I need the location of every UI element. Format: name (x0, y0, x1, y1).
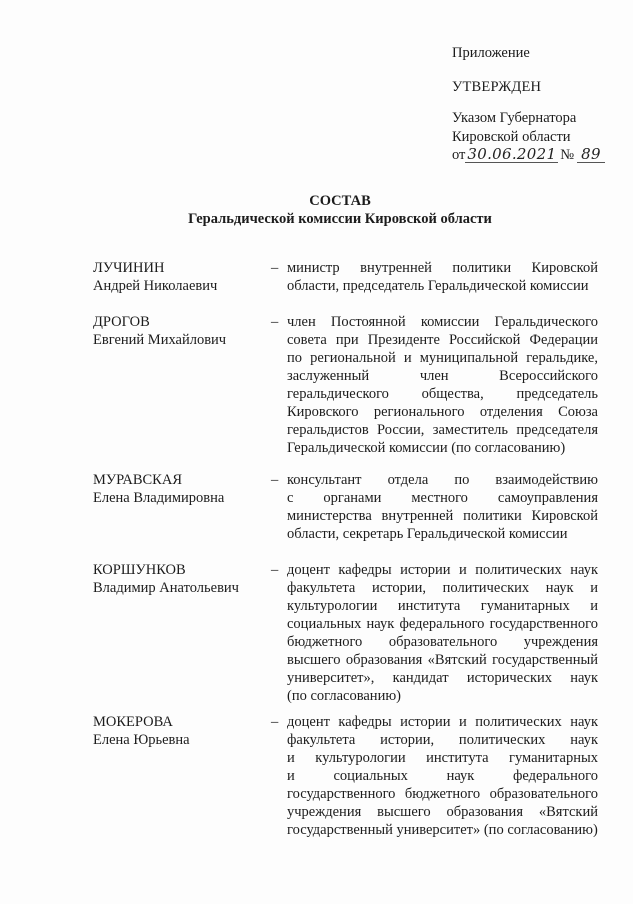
position-line: Геральдической комиссии (по согласованию) (287, 440, 566, 456)
position-line: Кировского регионального отделения Союза (287, 404, 598, 420)
member-surname: КОРШУНКОВ (93, 562, 186, 578)
position-line: бюджетного образовательного учреждения (287, 634, 598, 650)
handwritten-number: 89 (577, 147, 605, 163)
position-line: социальных наук федерального государственного (287, 616, 598, 632)
position-line: заслуженный член Всероссийского (287, 368, 598, 384)
position-line: доцент кафедры истории и политических наук (287, 562, 598, 578)
position-line: и социальных наук федерального (287, 768, 598, 784)
date-prefix: от (452, 147, 466, 163)
position-line: области, председатель Геральдической комиссии (287, 278, 589, 294)
position-line: учреждения высшего образования «Вятский (287, 804, 598, 820)
position-line: министерства внутренней политики Кировской (287, 508, 598, 524)
position-line: факультета истории, политических наук (287, 732, 598, 748)
handwritten-date: 30.06.2021 (467, 145, 557, 163)
member-given-name: Елена Юрьевна (93, 732, 190, 748)
member-given-name: Андрей Николаевич (93, 278, 218, 294)
position-line: государственный университет» (по согласованию) (287, 822, 598, 838)
position-line: совета при Президенте Российской Федерации (287, 332, 598, 348)
position-line: по региональной и муниципальной геральдике, (287, 350, 598, 366)
member-surname: ЛУЧИНИН (93, 260, 165, 276)
position-line: геральдистов России, заместитель председателя (287, 422, 598, 438)
member-position (287, 471, 598, 543)
separator-dash: – (271, 314, 279, 330)
member-position (287, 561, 598, 705)
position-line: университет», кандидат исторических наук (287, 670, 598, 686)
decree-line-1: Указом Губернатора (452, 110, 577, 126)
position-line: высшего образования «Вятский государственный (287, 652, 598, 668)
member-position (287, 259, 598, 295)
separator-dash: – (271, 260, 279, 276)
decree-line-2: Кировской области (452, 129, 571, 145)
approval-label: УТВЕРЖДЕН (452, 79, 542, 95)
member-position (287, 713, 598, 839)
member-given-name: Елена Владимировна (93, 490, 225, 506)
member-given-name: Владимир Анатольевич (93, 580, 239, 596)
separator-dash: – (271, 472, 279, 488)
member-surname: ДРОГОВ (93, 314, 150, 330)
position-line: и культурологии института гуманитарных (287, 750, 598, 766)
position-line: консультант отдела по взаимодействию (287, 472, 598, 488)
member-surname: МОКЕРОВА (93, 714, 173, 730)
position-line: доцент кафедры истории и политических наук (287, 714, 598, 730)
separator-dash: – (271, 714, 279, 730)
appendix-label: Приложение (452, 45, 530, 61)
member-given-name: Евгений Михайлович (93, 332, 227, 348)
member-position (287, 313, 598, 457)
position-line: министр внутренней политики Кировской (287, 260, 598, 276)
number-sign: № (560, 147, 575, 163)
position-line: с органами местного самоуправления (287, 490, 598, 506)
document-subtitle: Геральдической комиссии Кировской области (188, 211, 492, 227)
position-line: культурологии института гуманитарных и (287, 598, 598, 614)
position-line: государственного бюджетного образовательного (287, 786, 598, 802)
position-line: член Постоянной комиссии Геральдического (287, 314, 598, 330)
position-line: факультета истории, политических наук и (287, 580, 598, 596)
separator-dash: – (271, 562, 279, 578)
document-title: СОСТАВ (309, 193, 371, 209)
position-line: геральдического общества, председатель (287, 386, 598, 402)
position-line: области, секретарь Геральдической комиссии (287, 526, 568, 542)
position-line: (по согласованию) (287, 688, 401, 704)
decree-date-line (452, 146, 605, 164)
member-surname: МУРАВСКАЯ (93, 472, 182, 488)
